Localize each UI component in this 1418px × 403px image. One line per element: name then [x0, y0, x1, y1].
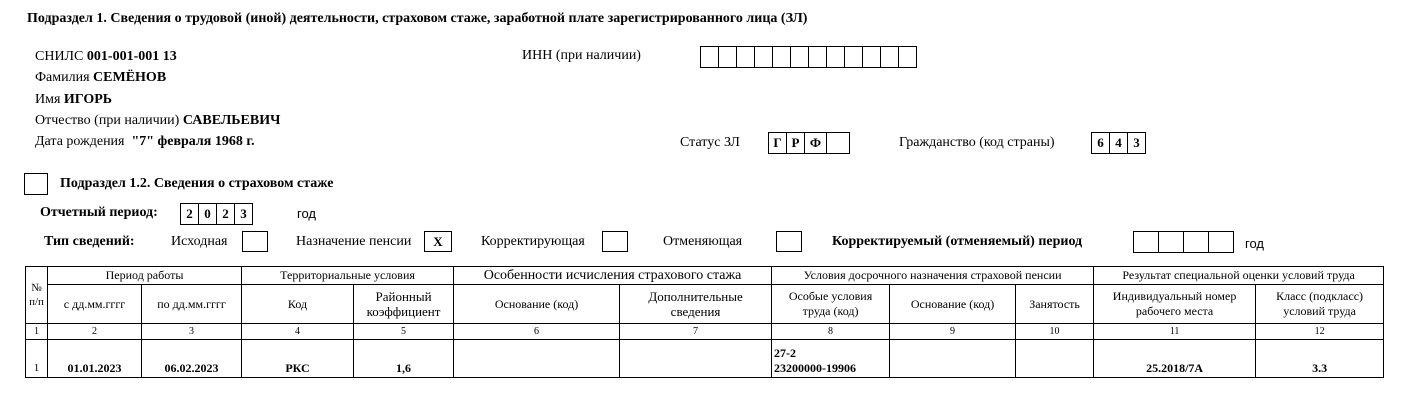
inn-cells [700, 46, 917, 68]
inn-cell[interactable] [790, 46, 809, 68]
inn-cell[interactable] [754, 46, 773, 68]
birth-label: Дата рождения [35, 134, 125, 149]
row-coef: 1,6 [354, 340, 454, 378]
type-pension-label: Назначение пенсии [296, 234, 412, 249]
status-label: Статус ЗЛ [680, 135, 740, 150]
status-cell[interactable]: Ф [804, 132, 827, 154]
type-label: Тип сведений: [44, 234, 135, 249]
inn-label: ИНН (при наличии) [522, 48, 641, 63]
period-unit: год [297, 206, 316, 221]
citizenship-label: Гражданство (код страны) [899, 135, 1055, 150]
subsection-title: Подраздел 1.2. Сведения о страховом стаже [60, 176, 334, 191]
surname-line [35, 70, 166, 86]
column-numbers-row [26, 324, 1384, 340]
patronymic-label: Отчество (при наличии) [35, 113, 180, 128]
class-header: Класс (подкласс) условий труда [1256, 285, 1384, 324]
status-cell[interactable] [826, 132, 850, 154]
inn-cell[interactable] [898, 46, 917, 68]
type-cancel-checkbox[interactable] [776, 231, 802, 252]
status-cell[interactable]: Р [786, 132, 805, 154]
work-period-header: Период работы [48, 267, 242, 285]
basis-header: Основание (код) [454, 285, 620, 324]
col-number: 1 [26, 324, 48, 340]
corrected-period-cell[interactable] [1208, 231, 1234, 253]
insurance-experience-table [25, 266, 1384, 378]
row-class: 3.3 [1256, 340, 1384, 378]
extra-header: Дополнительные сведения [620, 285, 772, 324]
workplace-header: Индивидуальный номер рабочего места [1094, 285, 1256, 324]
row-special-cond [772, 340, 890, 378]
col-number: 10 [1016, 324, 1094, 340]
type-original-checkbox[interactable] [242, 231, 268, 252]
inn-cell[interactable] [772, 46, 791, 68]
corrected-period-cells [1133, 231, 1234, 253]
row-code: РКС [242, 340, 354, 378]
early-basis-header: Основание (код) [890, 285, 1016, 324]
citizenship-cells [1091, 132, 1146, 154]
corrected-period-label: Корректируемый (отменяемый) период [832, 234, 1083, 249]
col-number: 5 [354, 324, 454, 340]
period-cell[interactable]: 2 [180, 203, 199, 225]
corrected-period-cell[interactable] [1183, 231, 1209, 253]
corrected-period-cell[interactable] [1158, 231, 1184, 253]
section-title: Подраздел 1. Сведения о трудовой (иной) деятельности, страховом стаже, заработной плате зарегистрированного лица (ЗЛ) [27, 11, 808, 26]
patronymic-value: САВЕЛЬЕВИЧ [182, 113, 281, 128]
status-cell[interactable]: Г [768, 132, 787, 154]
snils-line [35, 49, 177, 65]
row-num: 1 [26, 340, 48, 378]
col-number: 9 [890, 324, 1016, 340]
col-number: 8 [772, 324, 890, 340]
inn-cell[interactable] [826, 46, 845, 68]
type-correcting-checkbox[interactable] [602, 231, 628, 252]
row-early-basis [890, 340, 1016, 378]
special-assessment-header: Результат специальной оценки условий труда [1094, 267, 1384, 285]
birth-line [35, 134, 255, 150]
corrected-period-unit: год [1245, 236, 1264, 251]
period-cell[interactable]: 2 [216, 203, 235, 225]
num-header: № п/п [26, 267, 48, 324]
row-workplace: 25.2018/7А [1094, 340, 1256, 378]
inn-cell[interactable] [880, 46, 899, 68]
name-label: Имя [35, 92, 61, 107]
citizenship-cell[interactable]: 4 [1109, 132, 1128, 154]
period-cell[interactable]: 0 [198, 203, 217, 225]
inn-cell[interactable] [736, 46, 755, 68]
inn-cell[interactable] [700, 46, 719, 68]
col-number: 7 [620, 324, 772, 340]
row-to: 06.02.2023 [142, 340, 242, 378]
snils-label: СНИЛС [35, 49, 84, 64]
row-special-cond-line2: 23200000-19906 [774, 361, 857, 375]
employment-header: Занятость [1016, 285, 1094, 324]
row-basis [454, 340, 620, 378]
col-number: 4 [242, 324, 354, 340]
patronymic-line [35, 113, 280, 129]
type-cancel-label: Отменяющая [663, 234, 743, 249]
period-cells [180, 203, 253, 225]
from-header: с дд.мм.гггг [48, 285, 142, 324]
birth-value: "7" февраля 1968 г. [131, 134, 255, 149]
row-special-cond-line1: 27-2 [774, 346, 797, 360]
table-header-row [26, 267, 1384, 285]
inn-cell[interactable] [718, 46, 737, 68]
surname-label: Фамилия [35, 70, 90, 85]
row-employment [1016, 340, 1094, 378]
citizenship-cell[interactable]: 6 [1091, 132, 1110, 154]
row-from: 01.01.2023 [48, 340, 142, 378]
inn-cell[interactable] [808, 46, 827, 68]
subsection-checkbox[interactable] [24, 173, 48, 195]
status-cells [768, 132, 850, 154]
to-header: по дд.мм.гггг [142, 285, 242, 324]
col-number: 2 [48, 324, 142, 340]
corrected-period-cell[interactable] [1133, 231, 1159, 253]
type-correcting-label: Корректирующая [481, 234, 585, 249]
name-value: ИГОРЬ [63, 92, 113, 107]
citizenship-cell[interactable]: 3 [1127, 132, 1146, 154]
calc-header: Особенности исчисления страхового стажа [454, 267, 772, 285]
early-header: Условия досрочного назначения страховой пенсии [772, 267, 1094, 285]
type-original-label: Исходная [171, 234, 228, 249]
period-cell[interactable]: 3 [234, 203, 253, 225]
col-number: 3 [142, 324, 242, 340]
table-subheader-row [26, 285, 1384, 324]
territorial-header: Территориальные условия [242, 267, 454, 285]
type-pension-checkbox[interactable]: Х [424, 231, 452, 252]
col-number: 11 [1094, 324, 1256, 340]
inn-cell[interactable] [844, 46, 863, 68]
table-row [26, 340, 1384, 378]
row-extra [620, 340, 772, 378]
coef-header: Районный коэффициент [354, 285, 454, 324]
col-number: 12 [1256, 324, 1384, 340]
special-cond-header: Особые условия труда (код) [772, 285, 890, 324]
snils-value: 001-001-001 13 [86, 49, 177, 64]
col-number: 6 [454, 324, 620, 340]
name-line [35, 92, 112, 108]
surname-value: СЕМЁНОВ [93, 70, 167, 85]
period-label: Отчетный период: [40, 205, 158, 220]
code-header: Код [242, 285, 354, 324]
inn-cell[interactable] [862, 46, 881, 68]
